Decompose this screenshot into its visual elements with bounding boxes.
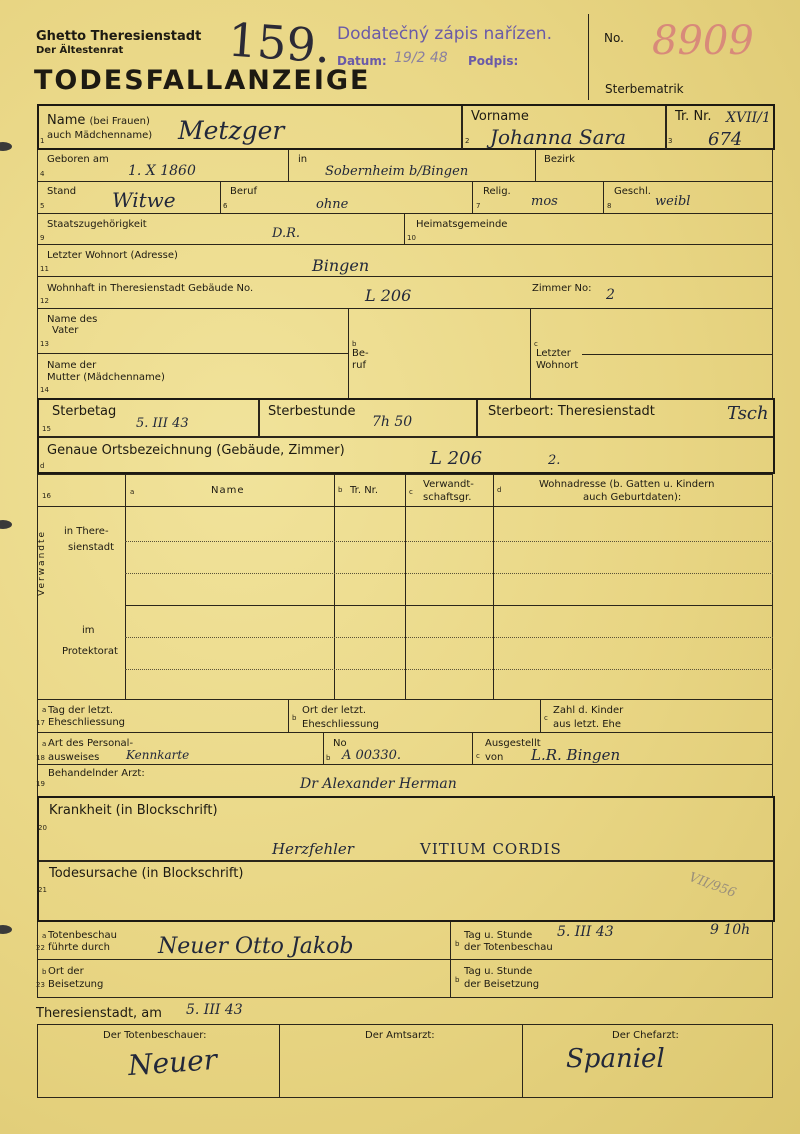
col-name: Name bbox=[211, 485, 245, 496]
beruf2-label-2: ruf bbox=[352, 360, 366, 371]
geschl-label: Geschl. bbox=[614, 186, 651, 197]
wohnort-value: Bingen bbox=[312, 256, 370, 275]
rule bbox=[39, 436, 773, 438]
divider bbox=[220, 181, 221, 213]
dotted-rule bbox=[125, 541, 773, 542]
col-wohn-1: Wohnadresse (b. Gatten u. Kindern bbox=[539, 479, 715, 490]
sterbestunde-label: Sterbestunde bbox=[268, 404, 356, 419]
divider bbox=[522, 1024, 523, 1098]
tag-beisetzung-1: Tag u. Stunde bbox=[464, 966, 533, 977]
vater-label-1: Name des bbox=[47, 314, 98, 325]
col-trnr: Tr. Nr. bbox=[350, 485, 379, 496]
rule bbox=[37, 276, 773, 277]
krankheit-label: Krankheit (in Blockschrift) bbox=[49, 803, 218, 818]
divider bbox=[334, 474, 335, 700]
totenbeschau-2: führte durch bbox=[48, 942, 110, 953]
form-title: TODESFALLANZEIGE bbox=[34, 65, 371, 96]
red-number: 8909 bbox=[652, 18, 754, 64]
trnr-value-2: 674 bbox=[708, 129, 743, 150]
im-label: im bbox=[82, 625, 95, 636]
rule bbox=[37, 959, 773, 960]
punch-hole bbox=[0, 142, 12, 151]
divider bbox=[323, 732, 324, 764]
arzt-value: Dr Alexander Herman bbox=[300, 776, 457, 792]
sterbetag-label: Sterbetag bbox=[52, 404, 117, 419]
dotted-rule bbox=[125, 573, 773, 574]
rule bbox=[37, 764, 773, 765]
rule bbox=[37, 732, 773, 733]
zimmer-label: Zimmer No: bbox=[532, 283, 592, 294]
handwritten-number: 159. bbox=[226, 12, 333, 74]
margin-note: VII/956 bbox=[686, 870, 738, 901]
no-label: No. bbox=[604, 31, 624, 45]
protektorat-label: Protektorat bbox=[62, 646, 118, 657]
divider bbox=[530, 308, 531, 398]
divider bbox=[288, 150, 289, 181]
staats-label: Staatszugehörigkeit bbox=[47, 219, 147, 230]
beruf-value: ohne bbox=[316, 197, 349, 212]
tag-ehe-2: Eheschliessung bbox=[48, 717, 126, 728]
ort-ehe-1: Ort der letzt. bbox=[302, 705, 367, 716]
col-verw-2: schaftsgr. bbox=[423, 492, 472, 503]
divider bbox=[405, 474, 406, 700]
vater-label-2: Vater bbox=[52, 325, 79, 336]
stand-label: Stand bbox=[47, 186, 77, 197]
relig-label: Relig. bbox=[483, 186, 511, 197]
ausgestellt-1: Ausgestellt bbox=[485, 738, 541, 749]
trnr-value-1: XVII/1 bbox=[726, 110, 771, 126]
divider bbox=[603, 181, 604, 213]
divider bbox=[472, 181, 473, 213]
org-line-1: Ghetto Theresienstadt bbox=[36, 29, 202, 44]
in-there-2: sienstadt bbox=[68, 542, 115, 553]
beruf2-label-1: Be- bbox=[352, 348, 369, 359]
krankheit-value-2: VITIUM CORDIS bbox=[420, 840, 562, 858]
col-verw-1: Verwandt- bbox=[423, 479, 474, 490]
sterbestunde-value: 7h 50 bbox=[372, 414, 413, 430]
rule bbox=[37, 181, 773, 182]
divider bbox=[540, 700, 541, 732]
rule bbox=[582, 354, 772, 355]
divider bbox=[665, 106, 667, 149]
beruf-label: Beruf bbox=[230, 186, 257, 197]
trnr-label: Tr. Nr. bbox=[675, 109, 712, 124]
tag-ehe-1: Tag der letzt. bbox=[48, 705, 114, 716]
tag-stunde-1: Tag u. Stunde bbox=[464, 930, 533, 941]
rule bbox=[37, 353, 349, 354]
krankheit-value-1: Herzfehler bbox=[272, 840, 354, 858]
vorname-value: Johanna Sara bbox=[490, 125, 627, 149]
divider bbox=[288, 700, 289, 732]
letzter-wohnort-label-2: Wohnort bbox=[536, 360, 579, 371]
in-there-1: in There- bbox=[64, 526, 109, 537]
kinder-1: Zahl d. Kinder bbox=[553, 705, 624, 716]
wohnhaft-label: Wohnhaft in Theresienstadt Gebäude No. bbox=[47, 283, 254, 294]
header-divider bbox=[588, 14, 589, 100]
divider bbox=[258, 400, 260, 436]
stamp-datum-label: Datum: bbox=[337, 54, 387, 68]
wohnort-label: Letzter Wohnort (Adresse) bbox=[47, 250, 178, 261]
rule bbox=[37, 308, 773, 309]
stamp-dodatecny: Dodatečný zápis nařízen. bbox=[337, 24, 552, 44]
sig3-signature: Spaniel bbox=[566, 1044, 665, 1074]
rule bbox=[39, 860, 773, 862]
in-value: Sobernheim b/Bingen bbox=[325, 164, 469, 179]
mutter-label-2: Mutter (Mädchenname) bbox=[47, 372, 165, 383]
staats-value: D.R. bbox=[272, 226, 301, 241]
no-field-label: No bbox=[333, 738, 347, 749]
kinder-2: aus letzt. Ehe bbox=[553, 719, 622, 730]
geboren-value: 1. X 1860 bbox=[128, 163, 196, 179]
letzter-wohnort-label-1: Letzter bbox=[536, 348, 571, 359]
ortsbez-value-1: L 206 bbox=[430, 448, 483, 469]
ort-beisetzung-1: Ort der bbox=[48, 966, 84, 977]
totenbeschau-value: Neuer Otto Jakob bbox=[158, 934, 354, 959]
frame-right bbox=[772, 150, 773, 398]
geschl-value: weibl bbox=[655, 194, 691, 209]
name-label-2: auch Mädchenname) bbox=[47, 130, 153, 141]
name-label: Name (bei Frauen) bbox=[47, 113, 150, 128]
ausgestellt-2: von bbox=[485, 752, 504, 763]
frame-right bbox=[772, 700, 773, 796]
rule bbox=[37, 244, 773, 245]
ausweis-2: ausweises bbox=[48, 752, 100, 763]
ort-ehe-2: Eheschliessung bbox=[302, 719, 380, 730]
punch-hole bbox=[0, 925, 12, 934]
mutter-label-1: Name der bbox=[47, 360, 97, 371]
rule bbox=[37, 997, 773, 998]
divider bbox=[461, 106, 463, 149]
geboren-label: Geboren am bbox=[47, 154, 109, 165]
sterbeort-label: Sterbeort: Theresienstadt bbox=[488, 404, 655, 419]
sig1-signature: Neuer bbox=[126, 1042, 219, 1083]
col-wohn-2: auch Geburtdaten): bbox=[583, 492, 682, 503]
zimmer-value: 2 bbox=[606, 287, 615, 303]
sterbeort-value: Tsch bbox=[727, 403, 769, 424]
heimat-label: Heimatsgemeinde bbox=[416, 219, 508, 230]
dotted-rule bbox=[125, 637, 773, 638]
ausweis-value: Kennkarte bbox=[126, 748, 190, 762]
divider bbox=[279, 1024, 280, 1098]
in-label: in bbox=[298, 154, 308, 165]
vorname-label: Vorname bbox=[471, 109, 529, 124]
ortsbez-value-2: 2. bbox=[548, 453, 561, 468]
wohnhaft-value: L 206 bbox=[365, 286, 412, 305]
rule bbox=[37, 213, 773, 214]
divider bbox=[476, 400, 478, 436]
sterbetag-value: 5. III 43 bbox=[136, 416, 189, 431]
tag-stunde-2: der Totenbeschau bbox=[464, 942, 553, 953]
ausweis-1: Art des Personal- bbox=[48, 738, 134, 749]
bezirk-label: Bezirk bbox=[544, 154, 575, 165]
divider bbox=[472, 732, 473, 764]
stamp-datum-value: 19/2 48 bbox=[394, 50, 448, 66]
tag-stunde-time: 9 10h bbox=[710, 922, 751, 938]
place-date-label: Theresienstadt, am bbox=[36, 1006, 162, 1021]
stamp-podpis-label: Podpis: bbox=[468, 54, 519, 68]
tag-stunde-value: 5. III 43 bbox=[557, 924, 614, 940]
todesursache-label: Todesursache (in Blockschrift) bbox=[49, 866, 244, 881]
tag-beisetzung-2: der Beisetzung bbox=[464, 979, 540, 990]
dotted-rule bbox=[125, 669, 773, 670]
document-page: Ghetto Theresienstadt Der Ältestenrat TODESFALLANZEIGE 159. Dodatečný zápis nařízen. Datum: 19/2 48 Podpis: No. 8909 Sterbematrik Name (bei Frauen) auch Mädchenname) 1 Metzger Vorname 2 Johanna Sara Tr. Nr. 3 XVII/1 674 Geboren am 4 1. X 1860 in Sobernheim b/Bingen Bezirk Stand 5 Witwe Beruf 6 ohne Relig. 7 mos Geschl. 8 weibl Staatszugehörigkeit 9 D.R. Heimatsgemeinde 10 Letzter Wohnort (Adresse) 11 Bingen Wohnhaft in Theresienstadt Gebäude No. 12 L 206 Zimmer No: 2 Name des Vater 13 b Be- ruf c Letzter Wohnort Name der Mutter (Mädchenname) 14 Sterbetag 15 5. III 43 Sterbestunde 7h 50 Sterbeort: Theresienstadt Tsch Genaue Ortsbezeichnung (Gebäude, Zimmer) d L 206 2. 16 a Name b Tr. Nr. c Verwandt- schaftsgr. d Wohnadresse (b. Gatten u. Kindern auch Geburtdaten): in There- sienstadt im Protektorat Verwandte a Tag der letzt. 17 Eheschliessung b Ort der letzt. Eheschliessung c Zahl d. Kinder aus letzt. Ehe a Art des Personal- 18 ausweises Kennkarte b No A 00330. c Ausgestellt von L.R. Bingen 19 Behandelnder Arzt: Dr Alexander Herman Krankheit (in Blockschrift) 20 Herzfehler VITIUM CORDIS Todesursache (in Blockschrift) 21 VII/956 a Totenbeschau 22 führte durch Neuer Otto Jakob b Tag u. Stunde der Totenbeschau 5. III 43 9 10h b Ort der 23 Beisetzung b Tag u. Stunde der Beisetzung Theresienstadt, am 5. III 43 Der Totenbeschauer: Der Amtsarzt: Der Chefarzt: Neuer Spaniel bbox=[0, 0, 800, 1134]
no-field-value: A 00330. bbox=[342, 748, 402, 763]
ausgestellt-value: L.R. Bingen bbox=[531, 746, 621, 764]
sig3-label: Der Chefarzt: bbox=[612, 1030, 679, 1041]
ort-beisetzung-2: Beisetzung bbox=[48, 979, 104, 990]
ortsbez-label: Genaue Ortsbezeichnung (Gebäude, Zimmer) bbox=[47, 443, 345, 458]
divider bbox=[125, 474, 126, 700]
divider bbox=[493, 474, 494, 700]
rule bbox=[125, 605, 773, 606]
divider bbox=[450, 922, 451, 998]
sig1-label: Der Totenbeschauer: bbox=[103, 1030, 207, 1041]
divider bbox=[535, 150, 536, 181]
sig2-label: Der Amtsarzt: bbox=[365, 1030, 435, 1041]
punch-hole bbox=[0, 520, 12, 529]
arzt-label: Behandelnder Arzt: bbox=[48, 768, 145, 779]
divider bbox=[404, 213, 405, 244]
sterbematrik-label: Sterbematrik bbox=[605, 82, 684, 96]
frame-right bbox=[772, 922, 773, 998]
relig-value: mos bbox=[531, 194, 558, 209]
verwandte-side-label: Verwandte bbox=[37, 529, 47, 596]
stand-value: Witwe bbox=[112, 188, 176, 212]
totenbeschau-1: Totenbeschau bbox=[48, 930, 117, 941]
name-value: Metzger bbox=[178, 116, 285, 145]
org-line-2: Der Ältestenrat bbox=[36, 45, 124, 56]
place-date-value: 5. III 43 bbox=[186, 1002, 243, 1018]
frame-left bbox=[37, 150, 38, 398]
